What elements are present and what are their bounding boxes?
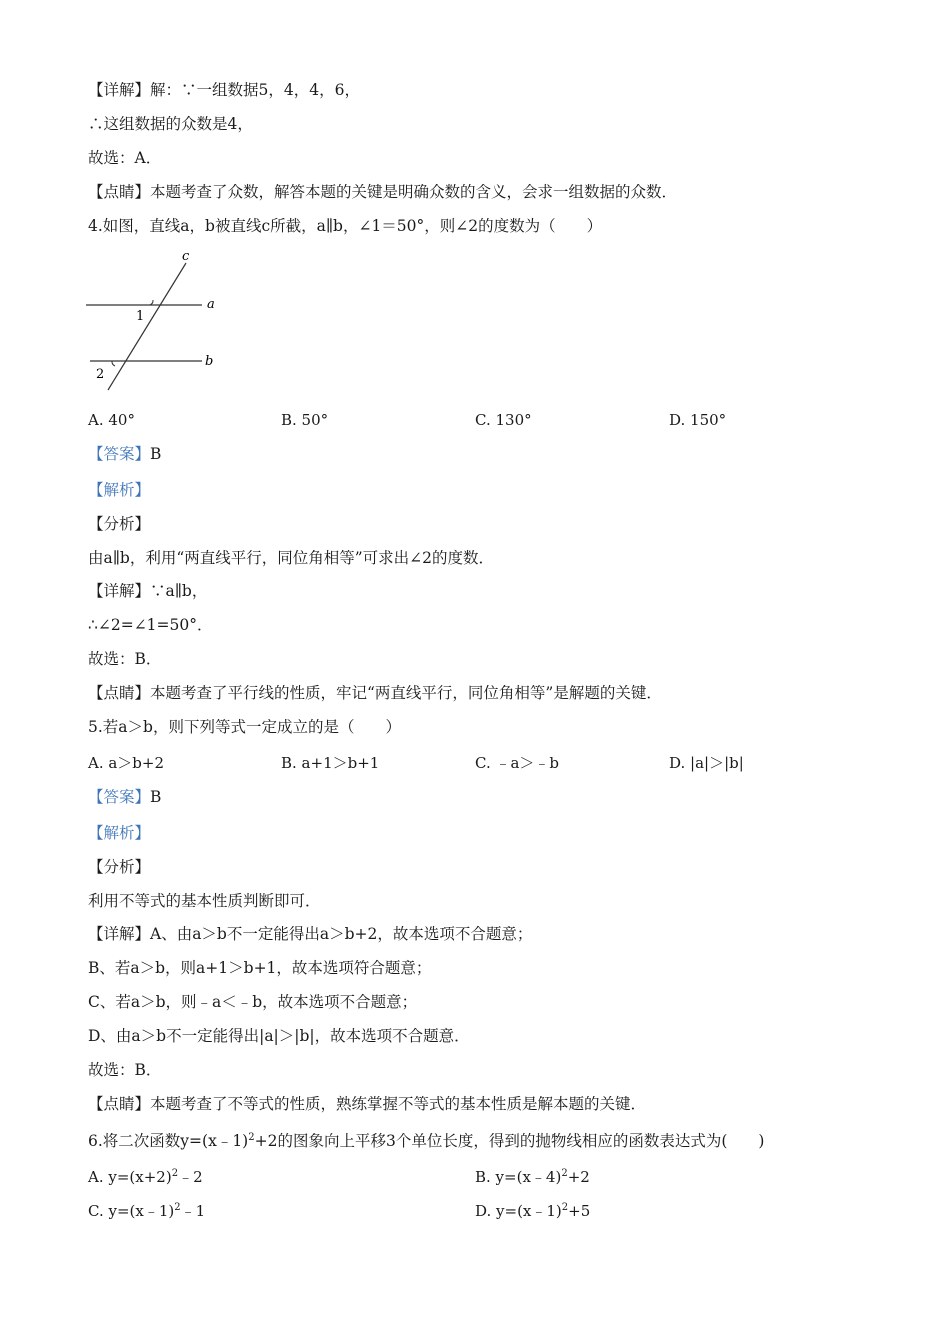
q3-therefore: ∴这组数据的众数是4， [88,115,253,133]
q4-therefore: ∴∠2=∠1=50°． [88,616,213,634]
q6-option-b: B. y=(x﹣4)$^2$+2 [475,1168,590,1186]
q5-analysis: 利用不等式的基本性质判断即可． [88,892,321,910]
q3-comment: 【点睛】本题考查了众数，解答本题的关键是明确众数的含义，会求一组数据的众数． [88,183,678,201]
answer-value: B [150,788,162,806]
q4-choose: 故选：B． [88,650,162,668]
label-b: b [205,354,214,369]
q4-analysis: 由a∥b，利用“两直线平行，同位角相等”可求出∠2的度数． [88,549,495,567]
q5-analysis-tag: 【分析】 [88,858,151,876]
q6-option-a: A. $y=(x+2)^2﹣2$ [88,1168,203,1186]
q4-analysis-tag: 【分析】 [88,515,151,533]
q6-stem: 6.将二次函数y=(x﹣1)$^2$+2的图象向上平移3个单位长度，得到的抛物线相应的函数表达式为( ) [88,1132,765,1151]
label-1: 1 [136,309,145,324]
label-c: c [182,249,190,264]
q5-detail-b: B、若a＞b，则a+1＞b+1，故本选项符合题意； [88,959,432,977]
q5-option-d: D. |a|＞|b| [669,754,744,772]
q4-option-c: C. 130° [475,411,532,429]
q4-option-a: A. 40° [88,411,135,429]
line-c [108,263,186,390]
q4-stem: 4.如图，直线a，b被直线c所截，a∥b，∠1＝50°，则∠2的度数为（ ） [88,217,603,235]
answer-tag: 【答案】 [88,788,151,806]
q4-answer [88,444,161,464]
q4-option-d: D. 150° [669,411,727,429]
q5-choose: 故选：B． [88,1061,162,1079]
q5-detail-d: D、由a＞b不一定能得出|a|＞|b|，故本选项不合题意． [88,1027,470,1045]
q5-detail-a: 【详解】A、由a＞b不一定能得出a＞b+2，故本选项不合题意； [88,925,533,943]
angle-2-arc [112,361,115,366]
q4-option-b: B. 50° [281,411,329,429]
q6-option-d: D. y=(x﹣1)$^2$+5 [475,1202,591,1220]
q5-jiexi-tag: 【解析】 [88,824,151,842]
label-a: a [207,297,215,312]
q3-choose: 故选：A． [88,149,162,167]
parallel-lines-figure [84,248,224,396]
q5-answer [88,787,161,807]
q4-comment: 【点睛】本题考查了平行线的性质，牢记“两直线平行，同位角相等”是解题的关键． [88,684,662,702]
answer-tag: 【答案】 [88,445,151,463]
q5-comment: 【点睛】本题考查了不等式的性质，熟练掌握不等式的基本性质是解本题的关键． [88,1095,647,1113]
q5-option-a: A. a＞b+2 [88,754,165,772]
q4-detail: 【详解】∵a∥b， [88,582,208,600]
q3-detail: 【详解】解：∵一组数据5，4，4，6， [88,81,360,99]
q6-option-c: C. y=(x﹣1)$^2$﹣1 [88,1202,206,1220]
q5-detail-c: C、若a＞b，则﹣a＜﹣b，故本选项不合题意； [88,993,418,1011]
answer-value: B [150,445,162,463]
q5-stem: 5.若a＞b，则下列等式一定成立的是（ ） [88,718,401,736]
label-2: 2 [96,367,105,382]
q4-jiexi-tag: 【解析】 [88,481,151,499]
angle-1-arc [150,300,153,305]
q5-option-c: C. ﹣a＞﹣b [475,754,560,772]
q5-option-b: B. a+1＞b+1 [281,754,380,772]
